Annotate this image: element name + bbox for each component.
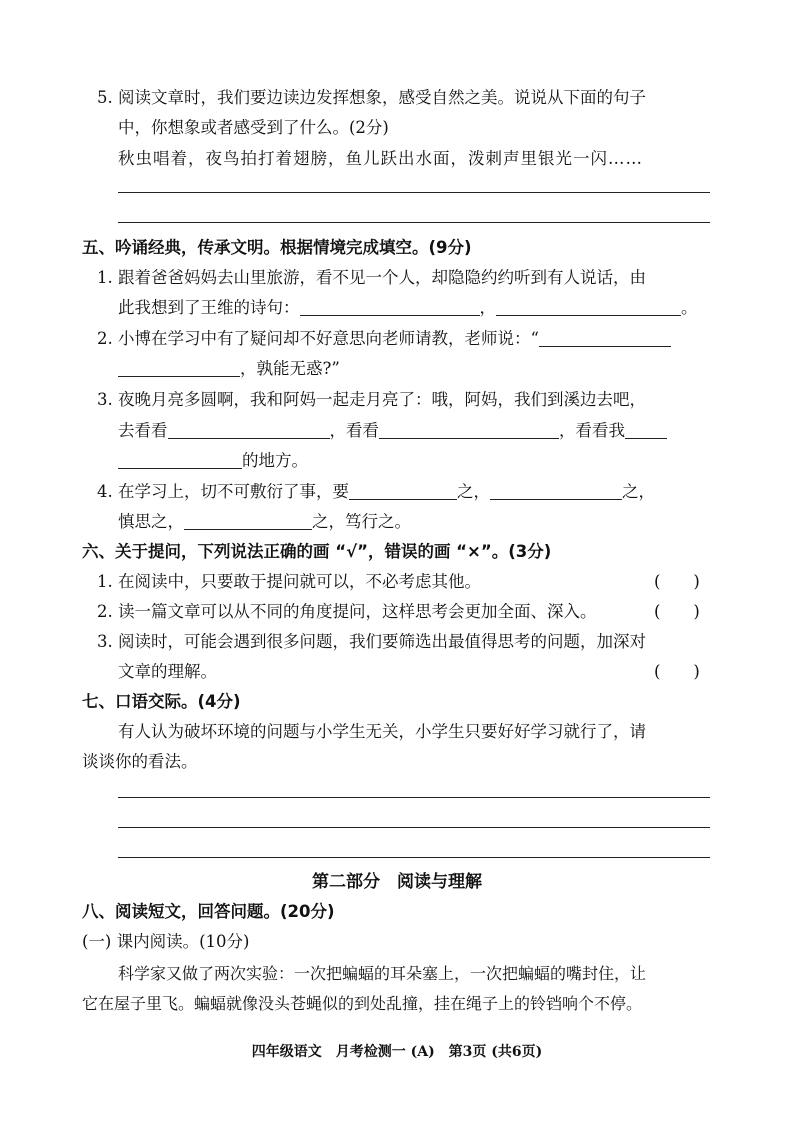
- s5-q3-line-3: [118, 449, 308, 473]
- fill-blank[interactable]: [379, 421, 559, 439]
- s5-q3-text-a: 去看看: [118, 421, 168, 440]
- q5-line-1: 5. 阅读文章时，我们要边读边发挥想象，感受自然之美。说说从下面的句子: [97, 88, 646, 107]
- section-6-title: 六、关于提问，下列说法正确的画 “√”，错误的画 “×”。(3分): [82, 542, 552, 561]
- s5-q3-text-d: 的地方。: [242, 451, 308, 470]
- fill-blank[interactable]: [496, 298, 681, 316]
- s5-q3-text-b: ，看看: [329, 421, 379, 440]
- s5-q3-line-2: [118, 419, 667, 443]
- fill-blank[interactable]: [490, 482, 622, 500]
- s5-q1-line-2: [118, 296, 698, 320]
- fill-blank[interactable]: [118, 451, 242, 469]
- s5-q2-text: 2. 小博在学习中有了疑问却不好意思向老师请教，老师说：“: [97, 329, 539, 348]
- part-2-title: 第二部分 阅读与理解: [312, 872, 482, 892]
- answer-parentheses[interactable]: ( ): [654, 602, 700, 621]
- q5-quote: 秋虫唱着，夜鸟拍打着翅膀，鱼儿跃出水面，泼刺声里银光一闪……: [118, 149, 643, 168]
- s5-q4-line-1: [97, 480, 655, 504]
- s8-subsection-1: (一) 课内阅读。(10分): [82, 932, 250, 951]
- s5-q4-text-a: 4. 在学习上，切不可敷衍了事，要: [97, 482, 349, 501]
- fill-blank[interactable]: [300, 298, 480, 316]
- s6-item-3-line-1: 3. 阅读时，可能会遇到很多问题，我们要筛选出最值得思考的问题，加深对: [97, 632, 646, 651]
- s5-q1-line-1: 1. 跟着爸爸妈妈去山里旅游，看不见一个人，却隐隐约约听到有人说话，由: [97, 268, 646, 287]
- answer-line[interactable]: [118, 192, 710, 193]
- s8-passage-line-2: 它在屋子里飞。蝙蝠就像没头苍蝇似的到处乱撞，挂在绳子上的铃铛响个不停。: [82, 994, 643, 1013]
- s5-q4-text-b: 之，: [457, 482, 490, 501]
- s5-q2-line-1: [97, 327, 671, 351]
- s6-item-3-line-2: 文章的理解。: [118, 662, 217, 681]
- answer-line[interactable]: [118, 222, 710, 223]
- s5-q1-text: 此我想到了王维的诗句：: [118, 298, 300, 317]
- s5-q4-text-d: 慎思之，: [118, 512, 184, 531]
- answer-line[interactable]: [118, 797, 710, 798]
- section-7-title: 七、口语交际。(4分): [82, 692, 241, 711]
- s5-q4-line-2: [118, 510, 411, 534]
- answer-parentheses[interactable]: ( ): [654, 572, 700, 591]
- answer-parentheses[interactable]: ( ): [654, 662, 700, 681]
- q5-line-2: 中，你想象或者感受到了什么。(2分): [118, 118, 389, 137]
- fill-blank[interactable]: [539, 329, 671, 347]
- page-footer: 四年级语文 月考检测一 (A) 第3页 (共6页): [251, 1044, 543, 1060]
- s8-passage-line-1: 科学家又做了两次实验：一次把蝙蝠的耳朵塞上，一次把蝙蝠的嘴封住，让: [118, 964, 647, 983]
- s6-item-1: 1. 在阅读中，只要敢于提问就可以，不必考虑其他。: [97, 572, 481, 591]
- s5-q3-line-1: 3. 夜晚月亮多圆啊，我和阿妈一起走月亮了：哦，阿妈，我们到溪边去吧，: [97, 390, 646, 409]
- answer-line[interactable]: [118, 857, 710, 858]
- fill-blank[interactable]: [118, 359, 240, 377]
- answer-line[interactable]: [118, 827, 710, 828]
- section-8-title: 八、阅读短文，回答问题。(20分): [82, 902, 335, 921]
- fill-blank[interactable]: [349, 482, 457, 500]
- s5-q2-line-2: [118, 357, 340, 381]
- fill-blank[interactable]: [184, 512, 312, 530]
- s7-prompt-line-2: 谈谈你的看法。: [82, 752, 198, 771]
- s5-q1-comma: ，: [479, 298, 496, 317]
- fill-blank[interactable]: [625, 421, 667, 439]
- fill-blank[interactable]: [168, 421, 330, 439]
- s5-q4-text-c: 之，: [622, 482, 655, 501]
- s5-q3-text-c: ，看看我: [559, 421, 625, 440]
- s5-q1-period: 。: [681, 298, 698, 317]
- s5-q4-text-e: 之，笃行之。: [312, 512, 411, 531]
- section-5-title: 五、吟诵经典，传承文明。根据情境完成填空。(9分): [82, 238, 472, 257]
- s7-prompt-line-1: 有人认为破坏环境的问题与小学生无关，小学生只要好好学习就行了，请: [118, 722, 646, 741]
- s5-q2-text-2: ，孰能无惑?”: [240, 359, 340, 378]
- s6-item-2: 2. 读一篇文章可以从不同的角度提问，这样思考会更加全面、深入。: [97, 602, 597, 621]
